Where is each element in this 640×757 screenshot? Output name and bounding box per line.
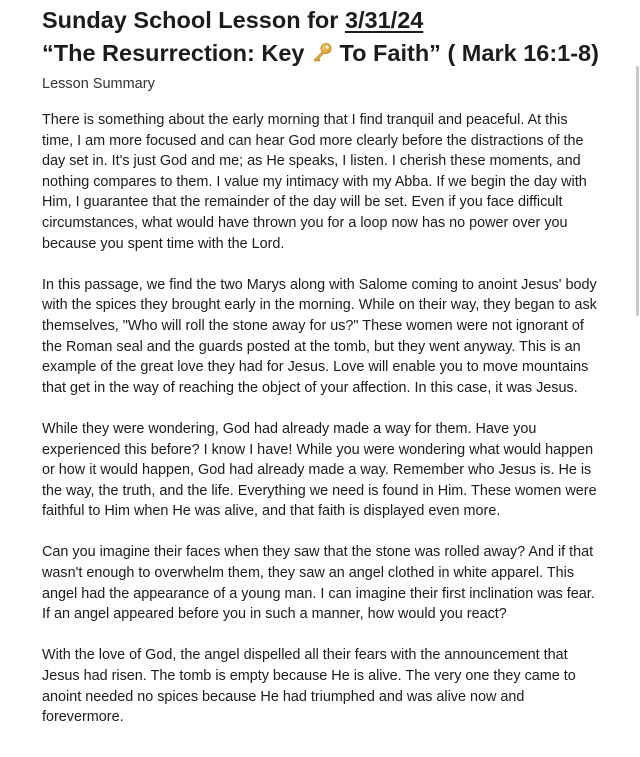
subtitle-start: “The Resurrection: Key xyxy=(42,40,312,66)
paragraph: While they were wondering, God had already made a way for them. Have you experienced this before? I know I have! While you were wondering what would happen or how it would happen, God had already made a way. Remember who Jesus is. He is the way, the truth, and the life. Everything we need is found in Him. These women were faithful to Him when He was alive, and that faith is displayed even more. xyxy=(42,420,597,520)
paragraph: Can you imagine their faces when they saw that the stone was rolled away? And if that wasn't enough to overwhelm them, they saw an angel clothed in white apparel. This angel had the appearance of a young man. I can imagine their first inclination was fear. If an angel appeared before you in such a manner, how would you react? xyxy=(42,544,595,623)
section-label: Lesson Summary xyxy=(42,76,155,92)
title-prefix: Sunday School Lesson for xyxy=(42,7,345,33)
title-date-link[interactable]: 3/31/24 xyxy=(344,7,424,33)
subtitle-end: To Faith” ( Mark 16:1-8) xyxy=(333,40,599,66)
vertical-scrollbar[interactable] xyxy=(636,66,639,316)
key-emoji-icon xyxy=(311,40,333,62)
lesson-subtitle xyxy=(42,37,602,70)
paragraph: There is something about the early morning that I find tranquil and peaceful. At this time, I am more focused and can hear God more clearly before the distractions of the day set in. It's just God and me; as He speaks, I listen. I cherish these moments, and nothing compares to them. I value my intimacy with my Abba. If we begin the day with Him, I guarantee that the remainder of the day will be set. Even if you face difficult circumstances, what would have thrown you for a loop now has no power over you because you spent time with the Lord. xyxy=(42,112,587,252)
paragraph: In this passage, we find the two Marys along with Salome coming to anoint Jesus' body with the spices they brought early in the morning. While on their way, they began to ask themselves, "Who will roll the stone away for us?" These women were not ignorant of the Roman seal and the guards posted at the tomb, but they went anyway. This is an example of the great love they had for Jesus. Love will enable you to move mountains that get in the way of reaching the object of your affection. In this case, it was Jesus. xyxy=(42,276,597,396)
paragraph: With the love of God, the angel dispelled all their fears with the announcement that Jesus had risen. The tomb is empty because He is alive. The very one they came to anoint needed no spices because He had triumphed and was alive now and forevermore. xyxy=(42,647,576,726)
document-page xyxy=(42,4,602,748)
lesson-title xyxy=(42,4,602,37)
lesson-body xyxy=(42,110,602,728)
